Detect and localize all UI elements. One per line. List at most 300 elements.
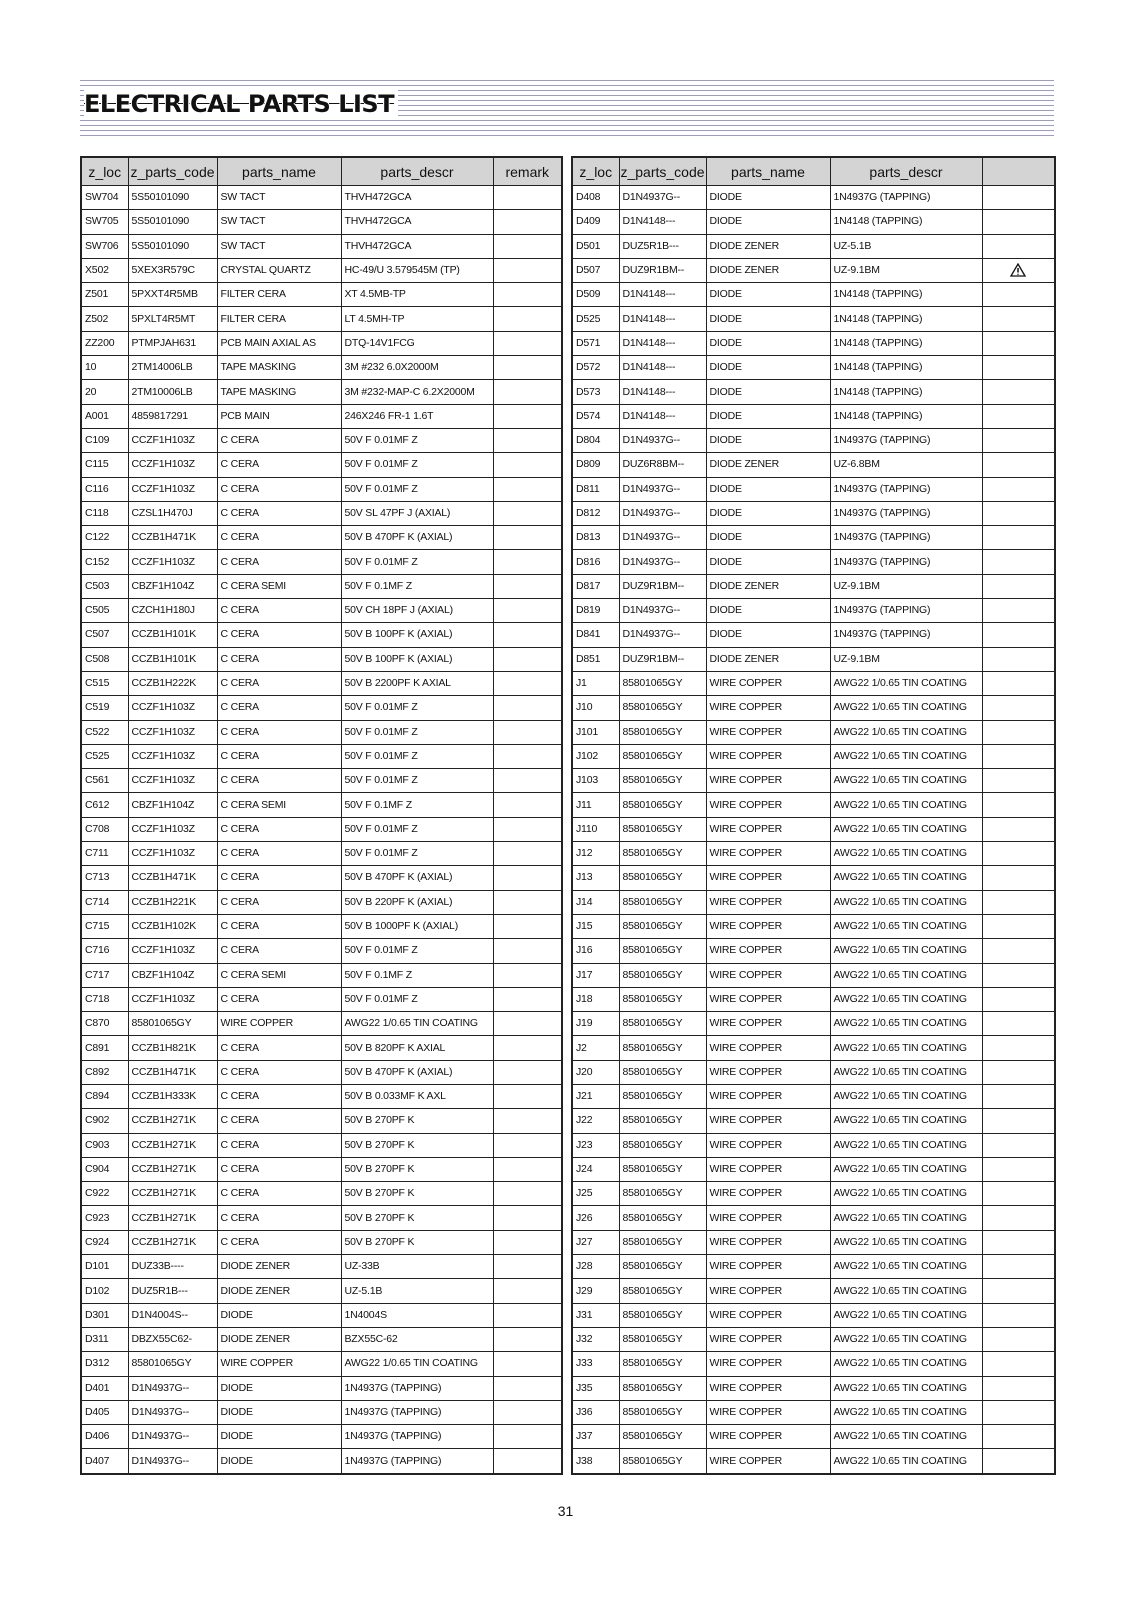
table-row [81,210,562,234]
cell-z-loc: D407 [81,1449,128,1474]
cell-remark [493,1352,562,1376]
cell-z-parts-code: D1N4148--- [619,307,706,331]
cell-remark [493,647,562,671]
cell-remark [493,866,562,890]
cell-parts-name: C CERA SEMI [217,963,341,987]
page-number: 31 [557,1503,574,1519]
cell-z-parts-code: 85801065GY [619,1376,706,1400]
cell-z-parts-code: 85801065GY [619,696,706,720]
cell-parts-descr: 50V CH 18PF J (AXIAL) [341,599,493,623]
cell-parts-descr: 50V F 0.01MF Z [341,939,493,963]
cell-parts-name: WIRE COPPER [706,866,830,890]
cell-z-parts-code: 85801065GY [619,1303,706,1327]
cell-parts-name: WIRE COPPER [706,1060,830,1084]
cell-parts-name: C CERA SEMI [217,793,341,817]
table-row [81,453,562,477]
cell-z-parts-code: 85801065GY [619,939,706,963]
table-row [81,1376,562,1400]
cell-remark [982,1303,1055,1327]
table-row [81,283,562,307]
cell-z-loc: D572 [572,356,619,380]
cell-parts-name: WIRE COPPER [706,1279,830,1303]
cell-remark [493,1060,562,1084]
cell-z-parts-code: CCZF1H103Z [128,696,217,720]
cell-parts-descr: UZ-9.1BM [830,258,982,282]
cell-parts-descr: 1N4148 (TAPPING) [830,283,982,307]
cell-z-loc: J38 [572,1449,619,1474]
cell-z-loc: SW706 [81,234,128,258]
table-row [81,1157,562,1181]
table-row [572,1400,1055,1424]
cell-parts-descr: 1N4937G (TAPPING) [830,501,982,525]
cell-z-parts-code: 5S50101090 [128,186,217,210]
cell-parts-name: C CERA [217,987,341,1011]
table-row [572,599,1055,623]
table-row [572,987,1055,1011]
cell-remark [493,1425,562,1449]
cell-parts-descr: AWG22 1/0.65 TIN COATING [830,939,982,963]
cell-z-loc: C922 [81,1182,128,1206]
cell-z-loc: D408 [572,186,619,210]
cell-parts-descr: 50V B 270PF K [341,1133,493,1157]
cell-parts-name: C CERA [217,866,341,890]
cell-remark [982,914,1055,938]
cell-parts-name: DIODE [706,550,830,574]
cell-parts-descr: 50V F 0.01MF Z [341,550,493,574]
cell-z-loc: D405 [81,1400,128,1424]
cell-parts-name: DIODE ZENER [217,1255,341,1279]
cell-parts-name: DIODE [706,380,830,404]
cell-z-parts-code: DUZ9R1BM-- [619,574,706,598]
table-row [572,1449,1055,1474]
cell-z-parts-code: CBZF1H104Z [128,963,217,987]
table-row [572,1182,1055,1206]
cell-z-loc: C870 [81,1012,128,1036]
cell-z-parts-code: 85801065GY [619,1109,706,1133]
cell-parts-descr: LT 4.5MH-TP [341,307,493,331]
table-row [572,623,1055,647]
cell-z-parts-code: 85801065GY [619,793,706,817]
cell-parts-name: DIODE [706,477,830,501]
cell-parts-descr: 1N4148 (TAPPING) [830,210,982,234]
cell-z-parts-code: CCZB1H471K [128,1060,217,1084]
parts-table-left [80,156,563,1475]
col-header-parts-descr: parts_descr [341,157,493,186]
cell-parts-name: WIRE COPPER [706,1157,830,1181]
table-row [572,647,1055,671]
cell-z-loc: Z501 [81,283,128,307]
cell-parts-name: C CERA [217,1230,341,1254]
cell-z-parts-code: D1N4148--- [619,331,706,355]
cell-remark [493,987,562,1011]
cell-z-parts-code: 85801065GY [619,1327,706,1351]
cell-parts-name: DIODE [706,210,830,234]
cell-z-loc: 20 [81,380,128,404]
cell-remark [982,647,1055,671]
table-row [81,866,562,890]
cell-remark [493,234,562,258]
cell-z-loc: J32 [572,1327,619,1351]
cell-parts-name: DIODE ZENER [706,258,830,282]
cell-z-loc: C891 [81,1036,128,1060]
cell-parts-name: TAPE MASKING [217,380,341,404]
cell-z-loc: J20 [572,1060,619,1084]
cell-parts-descr: AWG22 1/0.65 TIN COATING [830,1157,982,1181]
cell-parts-descr: 1N4937G (TAPPING) [830,550,982,574]
cell-z-loc: J2 [572,1036,619,1060]
cell-parts-name: C CERA [217,1206,341,1230]
cell-z-loc: J101 [572,720,619,744]
cell-z-parts-code: CCZB1H333K [128,1084,217,1108]
cell-parts-descr: AWG22 1/0.65 TIN COATING [830,914,982,938]
table-row [572,671,1055,695]
col-header-parts-name: parts_name [217,157,341,186]
cell-parts-descr: AWG22 1/0.65 TIN COATING [341,1012,493,1036]
table-row [81,404,562,428]
cell-remark [982,404,1055,428]
cell-parts-name: WIRE COPPER [706,1133,830,1157]
cell-remark [982,526,1055,550]
cell-remark [982,1279,1055,1303]
cell-remark [493,258,562,282]
cell-parts-name: C CERA [217,696,341,720]
cell-parts-descr: 50V F 0.01MF Z [341,696,493,720]
cell-parts-descr: 1N4937G (TAPPING) [341,1400,493,1424]
table-row [81,1449,562,1474]
cell-z-parts-code: D1N4937G-- [619,186,706,210]
cell-z-parts-code: CCZF1H103Z [128,428,217,452]
cell-z-loc: J26 [572,1206,619,1230]
cell-remark [493,1133,562,1157]
cell-z-loc: C525 [81,744,128,768]
cell-z-parts-code: D1N4937G-- [619,477,706,501]
cell-parts-name: TAPE MASKING [217,356,341,380]
cell-z-parts-code: 85801065GY [619,914,706,938]
cell-z-parts-code: 5XEX3R579C [128,258,217,282]
cell-z-parts-code: 5S50101090 [128,234,217,258]
cell-remark [982,1425,1055,1449]
cell-z-parts-code: DUZ5R1B--- [128,1279,217,1303]
cell-z-loc: A001 [81,404,128,428]
cell-z-parts-code: D1N4148--- [619,404,706,428]
cell-z-loc: C507 [81,623,128,647]
cell-remark [493,1157,562,1181]
cell-parts-descr: AWG22 1/0.65 TIN COATING [830,1206,982,1230]
cell-remark [982,1182,1055,1206]
cell-parts-descr: AWG22 1/0.65 TIN COATING [830,1036,982,1060]
table-row [81,963,562,987]
cell-z-parts-code: DBZX55C62- [128,1327,217,1351]
cell-z-loc: J22 [572,1109,619,1133]
cell-parts-descr: 1N4937G (TAPPING) [830,186,982,210]
cell-remark [982,890,1055,914]
cell-parts-descr: AWG22 1/0.65 TIN COATING [830,1425,982,1449]
cell-remark [493,817,562,841]
table-row [572,1352,1055,1376]
cell-remark [493,1109,562,1133]
col-header-z-loc: z_loc [572,157,619,186]
cell-remark [982,428,1055,452]
table-row [81,599,562,623]
table-row [572,1133,1055,1157]
cell-parts-name: WIRE COPPER [706,1400,830,1424]
cell-parts-descr: 50V B 270PF K [341,1157,493,1181]
cell-remark [982,501,1055,525]
cell-parts-descr: 246X246 FR-1 1.6T [341,404,493,428]
cell-remark [982,477,1055,501]
table-row [572,526,1055,550]
cell-parts-descr: AWG22 1/0.65 TIN COATING [830,1255,982,1279]
cell-z-loc: J110 [572,817,619,841]
cell-parts-name: SW TACT [217,234,341,258]
cell-parts-descr: UZ-33B [341,1255,493,1279]
cell-parts-descr: 50V F 0.01MF Z [341,477,493,501]
cell-parts-name: DIODE ZENER [706,453,830,477]
cell-z-parts-code: D1N4937G-- [128,1425,217,1449]
cell-z-parts-code: 5PXLT4R5MT [128,307,217,331]
cell-z-loc: SW704 [81,186,128,210]
table-row [572,1230,1055,1254]
cell-parts-name: C CERA [217,647,341,671]
table-row [572,890,1055,914]
table-row [572,1279,1055,1303]
cell-z-parts-code: 85801065GY [619,1084,706,1108]
cell-parts-descr: 50V F 0.01MF Z [341,744,493,768]
cell-parts-name: WIRE COPPER [706,1012,830,1036]
cell-parts-name: WIRE COPPER [217,1012,341,1036]
cell-remark [493,1255,562,1279]
table-row [572,186,1055,210]
table-row [81,1303,562,1327]
page-title: ELECTRICAL PARTS LIST [84,90,398,118]
cell-z-loc: D301 [81,1303,128,1327]
cell-parts-name: C CERA [217,453,341,477]
cell-parts-descr: 50V F 0.1MF Z [341,793,493,817]
cell-parts-descr: 50V B 270PF K [341,1182,493,1206]
cell-z-parts-code: 5PXXT4R5MB [128,283,217,307]
table-row [572,696,1055,720]
cell-remark [982,671,1055,695]
cell-parts-name: DIODE [706,404,830,428]
cell-z-loc: J15 [572,914,619,938]
table-row [81,307,562,331]
cell-z-loc: C505 [81,599,128,623]
cell-parts-descr: 1N4937G (TAPPING) [830,477,982,501]
table-row [572,356,1055,380]
cell-z-loc: J13 [572,866,619,890]
cell-parts-name: WIRE COPPER [217,1352,341,1376]
cell-z-parts-code: 85801065GY [619,890,706,914]
cell-remark [982,744,1055,768]
cell-z-loc: C122 [81,526,128,550]
cell-z-parts-code: 85801065GY [619,769,706,793]
cell-parts-descr: 50V F 0.01MF Z [341,453,493,477]
cell-parts-descr: AWG22 1/0.65 TIN COATING [830,963,982,987]
cell-parts-descr: AWG22 1/0.65 TIN COATING [341,1352,493,1376]
cell-parts-descr: 1N4937G (TAPPING) [830,623,982,647]
cell-parts-descr: AWG22 1/0.65 TIN COATING [830,1400,982,1424]
cell-parts-descr: 50V B 470PF K (AXIAL) [341,1060,493,1084]
table-row [572,1157,1055,1181]
cell-z-parts-code: D1N4937G-- [619,550,706,574]
cell-remark [493,1327,562,1351]
cell-z-parts-code: D1N4937G-- [128,1400,217,1424]
cell-remark [493,939,562,963]
cell-parts-name: WIRE COPPER [706,1109,830,1133]
cell-z-parts-code: CCZF1H103Z [128,550,217,574]
cell-z-parts-code: 85801065GY [619,866,706,890]
cell-parts-name: WIRE COPPER [706,842,830,866]
cell-remark [493,1376,562,1400]
cell-z-parts-code: CZCH1H180J [128,599,217,623]
cell-parts-name: WIRE COPPER [706,1425,830,1449]
cell-z-loc: J18 [572,987,619,1011]
cell-parts-descr: UZ-5.1B [341,1279,493,1303]
col-header-parts-descr: parts_descr [830,157,982,186]
cell-remark [982,1449,1055,1474]
cell-parts-name: DIODE [217,1376,341,1400]
cell-remark [982,453,1055,477]
cell-parts-descr: 50V B 470PF K (AXIAL) [341,526,493,550]
cell-parts-descr: AWG22 1/0.65 TIN COATING [830,1060,982,1084]
cell-z-loc: C923 [81,1206,128,1230]
cell-parts-name: WIRE COPPER [706,1303,830,1327]
cell-remark [982,356,1055,380]
cell-parts-descr: 50V B 270PF K [341,1109,493,1133]
cell-parts-name: C CERA [217,939,341,963]
cell-z-loc: D819 [572,599,619,623]
cell-z-parts-code: 5S50101090 [128,210,217,234]
table-row [81,1352,562,1376]
cell-parts-descr: 1N4148 (TAPPING) [830,331,982,355]
cell-z-loc: C715 [81,914,128,938]
table-row [572,1206,1055,1230]
parts-table-right [571,156,1056,1475]
cell-parts-name: DIODE [706,623,830,647]
cell-parts-descr: UZ-5.1B [830,234,982,258]
cell-remark [493,356,562,380]
cell-parts-descr: AWG22 1/0.65 TIN COATING [830,720,982,744]
cell-parts-descr: AWG22 1/0.65 TIN COATING [830,1012,982,1036]
table-row [81,744,562,768]
cell-parts-descr: 50V B 100PF K (AXIAL) [341,623,493,647]
table-row [572,1036,1055,1060]
cell-parts-descr: 1N4148 (TAPPING) [830,380,982,404]
cell-parts-descr: THVH472GCA [341,210,493,234]
cell-parts-descr: 50V B 270PF K [341,1230,493,1254]
cell-parts-name: WIRE COPPER [706,793,830,817]
cell-z-loc: J28 [572,1255,619,1279]
cell-parts-name: C CERA [217,720,341,744]
cell-remark [493,671,562,695]
cell-z-loc: C508 [81,647,128,671]
table-row [81,1230,562,1254]
cell-remark [493,380,562,404]
cell-z-loc: J21 [572,1084,619,1108]
table-row [81,1182,562,1206]
table-row [81,380,562,404]
cell-parts-name: DIODE [706,428,830,452]
cell-parts-name: C CERA [217,1036,341,1060]
cell-z-loc: J35 [572,1376,619,1400]
cell-parts-name: WIRE COPPER [706,720,830,744]
cell-z-parts-code: D1N4937G-- [619,526,706,550]
cell-parts-descr: THVH472GCA [341,234,493,258]
cell-z-parts-code: 85801065GY [619,1279,706,1303]
cell-parts-name: WIRE COPPER [706,1352,830,1376]
cell-parts-name: C CERA [217,599,341,623]
table-row [572,283,1055,307]
cell-z-loc: Z502 [81,307,128,331]
cell-z-loc: D573 [572,380,619,404]
cell-parts-descr: DTQ-14V1FCG [341,331,493,355]
cell-z-loc: C924 [81,1230,128,1254]
cell-remark [982,939,1055,963]
cell-parts-descr: AWG22 1/0.65 TIN COATING [830,793,982,817]
cell-z-loc: C716 [81,939,128,963]
cell-parts-descr: 50V F 0.1MF Z [341,963,493,987]
table-row [572,550,1055,574]
cell-remark [493,550,562,574]
cell-parts-name: C CERA [217,1109,341,1133]
cell-remark [982,1255,1055,1279]
cell-parts-name: C CERA [217,526,341,550]
cell-parts-name: SW TACT [217,210,341,234]
table-row [81,914,562,938]
table-row [572,210,1055,234]
cell-remark [493,210,562,234]
cell-parts-name: WIRE COPPER [706,671,830,695]
cell-parts-name: DIODE [706,501,830,525]
cell-z-loc: J36 [572,1400,619,1424]
cell-parts-name: DIODE ZENER [217,1279,341,1303]
cell-z-parts-code: CCZB1H471K [128,866,217,890]
cell-z-loc: D574 [572,404,619,428]
cell-parts-name: WIRE COPPER [706,1206,830,1230]
cell-parts-name: WIRE COPPER [706,963,830,987]
cell-remark [982,550,1055,574]
cell-remark [493,1084,562,1108]
cell-remark [493,1182,562,1206]
cell-z-loc: C718 [81,987,128,1011]
cell-parts-name: C CERA [217,1060,341,1084]
table-row [81,477,562,501]
cell-z-parts-code: CCZB1H271K [128,1206,217,1230]
cell-parts-descr: AWG22 1/0.65 TIN COATING [830,1327,982,1351]
table-row [572,453,1055,477]
cell-parts-descr: AWG22 1/0.65 TIN COATING [830,671,982,695]
cell-z-parts-code: 85801065GY [619,1230,706,1254]
cell-remark [493,793,562,817]
cell-z-parts-code: 85801065GY [619,987,706,1011]
cell-parts-name: C CERA [217,1133,341,1157]
cell-parts-name: WIRE COPPER [706,890,830,914]
cell-z-loc: J37 [572,1425,619,1449]
cell-z-loc: J23 [572,1133,619,1157]
cell-remark [982,1157,1055,1181]
cell-z-parts-code: CCZF1H103Z [128,817,217,841]
cell-remark [982,1109,1055,1133]
cell-remark [493,453,562,477]
cell-remark [493,696,562,720]
cell-z-parts-code: 4859817291 [128,404,217,428]
cell-parts-name: WIRE COPPER [706,769,830,793]
table-row [572,817,1055,841]
cell-z-parts-code: CCZB1H271K [128,1133,217,1157]
cell-parts-descr: AWG22 1/0.65 TIN COATING [830,769,982,793]
cell-remark [982,1352,1055,1376]
cell-remark [982,331,1055,355]
